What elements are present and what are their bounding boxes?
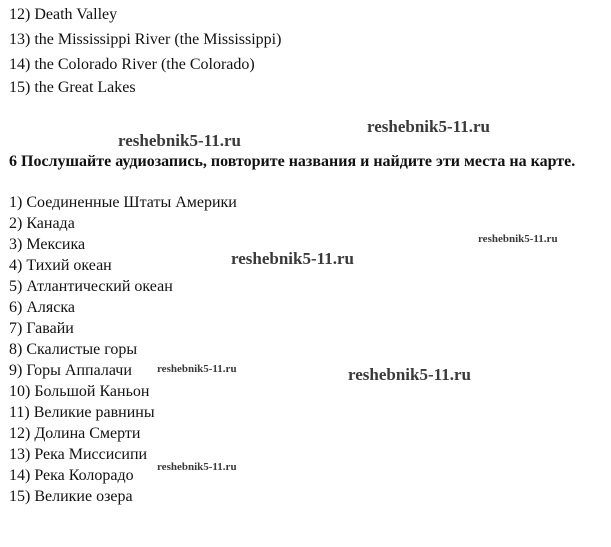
watermark: reshebnik5-11.ru [157, 461, 237, 473]
watermark: reshebnik5-11.ru [118, 131, 241, 150]
russian-list-item: 14) Река Колорадо [9, 467, 134, 484]
watermark: reshebnik5-11.ru [478, 233, 558, 245]
russian-list-item: 12) Долина Смерти [9, 425, 141, 442]
watermark: reshebnik5-11.ru [348, 365, 471, 384]
russian-list-item: 3) Мексика [9, 236, 86, 253]
russian-list-item: 7) Гавайи [9, 320, 74, 337]
russian-list-item: 9) Горы Аппалачи [9, 362, 132, 379]
english-list-item: 12) Death Valley [9, 6, 118, 23]
russian-list-item: 11) Великие равнины [9, 404, 155, 421]
russian-list-item: 13) Река Миссисипи [9, 446, 148, 463]
english-list-item: 14) the Colorado River (the Colorado) [9, 56, 255, 73]
watermark: reshebnik5-11.ru [157, 363, 237, 375]
watermark: reshebnik5-11.ru [367, 117, 490, 136]
russian-list-item: 6) Аляска [9, 299, 75, 316]
english-list-item: 15) the Great Lakes [9, 79, 136, 96]
russian-list-item: 5) Атлантический океан [9, 278, 173, 295]
russian-list-item: 1) Соединенные Штаты Америки [9, 194, 237, 211]
russian-list-item: 2) Канада [9, 215, 75, 232]
exercise-heading: 6 Послушайте аудиозапись, повторите названия и найдите эти места на карте. [9, 153, 576, 170]
russian-list-item: 15) Великие озера [9, 488, 133, 505]
english-list-item: 13) the Mississippi River (the Mississippi) [9, 31, 282, 48]
watermark: reshebnik5-11.ru [231, 249, 354, 268]
russian-list-item: 8) Скалистые горы [9, 341, 138, 358]
russian-list-item: 10) Большой Каньон [9, 383, 150, 400]
russian-list-item: 4) Тихий океан [9, 257, 112, 274]
